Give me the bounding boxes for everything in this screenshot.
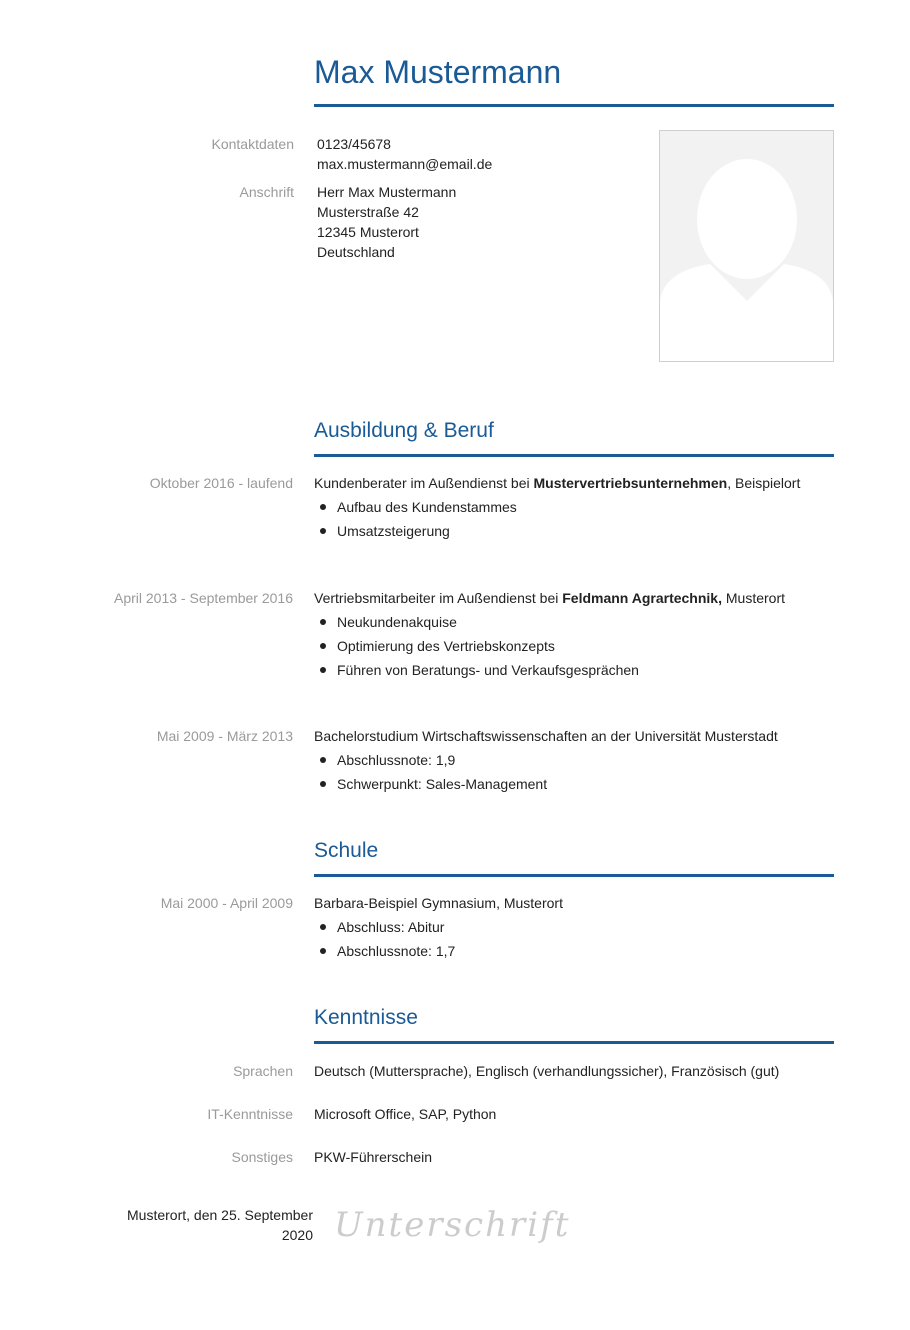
skill-value: Deutsch (Muttersprache), Englisch (verhandlungssicher), Französisch (gut) xyxy=(314,1063,780,1079)
section-heading-school: Schule xyxy=(314,839,379,862)
career-entry xyxy=(314,586,854,682)
address-block xyxy=(317,182,456,262)
section-divider xyxy=(314,454,834,457)
entry-title: Vertriebsmitarbeiter im Außendienst bei Feldmann Agrartechnik, Musterort xyxy=(314,590,785,606)
address-line: Herr Max Mustermann xyxy=(317,184,457,200)
address-label: Anschrift xyxy=(239,184,294,200)
list-item: Umsatzsteigerung xyxy=(314,519,854,543)
address-line: 12345 Musterort xyxy=(317,224,419,240)
skill-value: PKW-Führerschein xyxy=(314,1149,433,1165)
contact-label: Kontaktdaten xyxy=(211,136,294,152)
entry-date: Mai 2000 - April 2009 xyxy=(160,895,293,911)
address-line: Deutschland xyxy=(317,244,395,260)
signature: Unterschrift xyxy=(334,1205,571,1245)
phone-number: 0123/45678 xyxy=(317,136,391,152)
entry-title: Kundenberater im Außendienst bei Mustervertriebsunternehmen, Beispielort xyxy=(314,475,801,491)
list-item: Abschlussnote: 1,7 xyxy=(314,939,854,963)
address-line: Musterstraße 42 xyxy=(317,204,419,220)
skill-value: Microsoft Office, SAP, Python xyxy=(314,1106,497,1122)
entry-title: Bachelorstudium Wirtschaftswissenschaften an der Universität Musterstadt xyxy=(314,728,778,744)
list-item: Führen von Beratungs- und Verkaufsgesprächen xyxy=(314,658,854,682)
entry-date: April 2013 - September 2016 xyxy=(114,590,293,606)
skill-label: IT-Kenntnisse xyxy=(207,1106,293,1122)
list-item: Abschlussnote: 1,9 xyxy=(314,748,854,772)
title-divider xyxy=(314,104,834,107)
skill-label: Sprachen xyxy=(233,1063,293,1079)
entry-title: Barbara-Beispiel Gymnasium, Musterort xyxy=(314,895,563,911)
page-title: Max Mustermann xyxy=(314,54,562,90)
section-divider xyxy=(314,874,834,877)
section-divider xyxy=(314,1041,834,1044)
list-item: Schwerpunkt: Sales-Management xyxy=(314,772,854,796)
email-address: max.mustermann@email.de xyxy=(317,156,493,172)
contact-block xyxy=(317,134,492,174)
career-entry xyxy=(314,724,854,796)
entry-date: Mai 2009 - März 2013 xyxy=(156,728,293,744)
list-item: Optimierung des Vertriebskonzepts xyxy=(314,634,854,658)
entry-date: Oktober 2016 - laufend xyxy=(149,475,293,491)
school-entry xyxy=(314,891,854,963)
section-heading-career: Ausbildung & Beruf xyxy=(314,419,494,442)
list-item: Aufbau des Kundenstammes xyxy=(314,495,854,519)
person-silhouette-icon xyxy=(660,131,833,361)
profile-photo xyxy=(659,130,834,362)
place-date: Musterort, den 25. September 2020 xyxy=(127,1207,313,1243)
career-entry xyxy=(314,471,854,543)
list-item: Neukundenakquise xyxy=(314,610,854,634)
skill-label: Sonstiges xyxy=(231,1149,293,1165)
section-heading-skills: Kenntnisse xyxy=(314,1006,418,1029)
list-item: Abschluss: Abitur xyxy=(314,915,854,939)
